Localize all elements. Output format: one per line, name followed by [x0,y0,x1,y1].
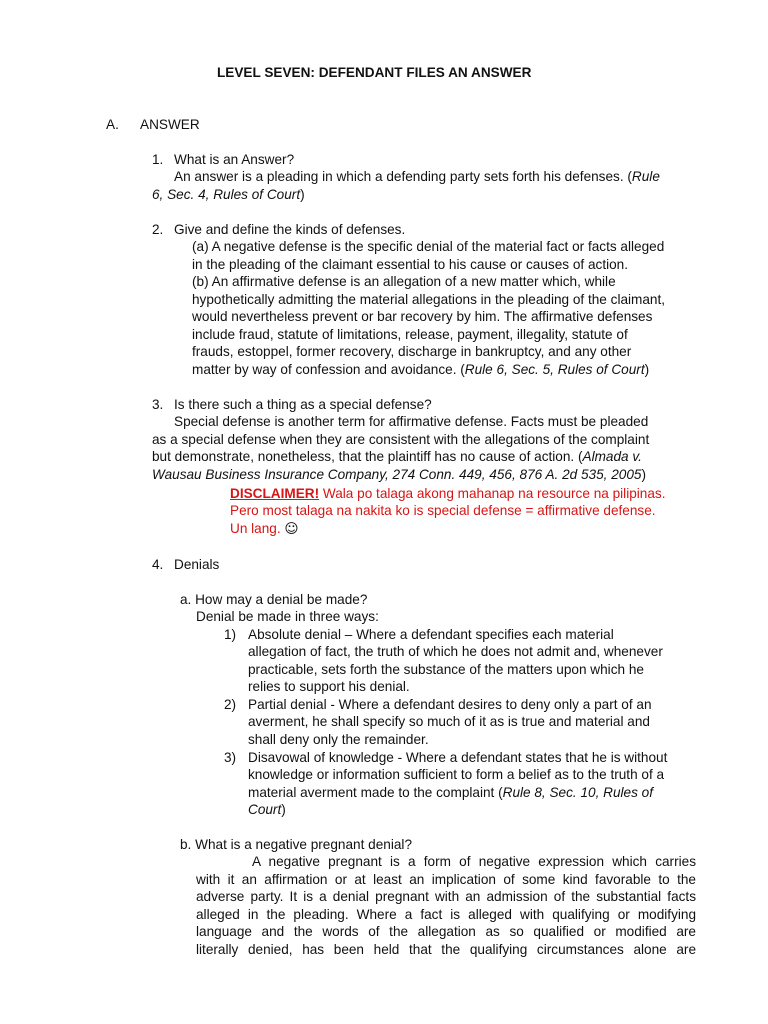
denial-1-line-4: relies to support his denial. [248,679,410,694]
q4-heading: Denials [174,557,220,572]
q4a-question: a. How may a denial be made? [180,592,368,607]
q2-a-line-1: (a) A negative defense is the specific denial of the material fact or facts alleged [192,239,665,254]
q2-b-line-3: would nevertheless prevent or bar recovery by him. The affirmative defenses [192,309,653,324]
q4b-para-line-6: literally denied, has been held that the qualifying circumstances alone are [196,942,696,957]
denial-2-number: 2) [224,697,237,712]
page-title: LEVEL SEVEN: DEFENDANT FILES AN ANSWER [217,65,532,80]
q4b-para-line-1: A negative pregnant is a form of negative expression which carries [252,854,696,869]
q4b-para-line-4: alleged in the pleading. Where a fact is alleged with qualifying or modifying [196,907,696,922]
q2-b-line-4: include fraud, statute of limitations, release, payment, illegality, statute of [192,327,628,342]
smiley-icon: ☺ [284,521,299,537]
section-letter: A. [106,117,119,132]
q1-answer-line-1: An answer is a pleading in which a defending party sets forth his defenses. (Rule [174,169,660,184]
denial-2-line-3: shall deny only the remainder. [248,732,429,747]
section-heading: ANSWER [140,117,200,132]
disclaimer-line-1: DISCLAIMER! Wala po talaga akong mahanap na resource na pilipinas. [230,486,666,501]
q4b-para-line-5: language and the words of the allegation as so qualified or modified are [196,924,696,939]
denial-1-line-3: practicable, sets forth the substance of the matters upon which he [248,662,644,677]
q1-answer-line-2: 6, Sec. 4, Rules of Court) [152,187,305,202]
q2-b-line-6: matter by way of confession and avoidance. (Rule 6, Sec. 5, Rules of Court) [192,362,650,377]
q4-number: 4. [152,557,164,572]
q2-a-line-2: in the pleading of the claimant essential to his cause or causes of action. [192,257,629,272]
disclaimer-line-3: Un lang. ☺ [230,521,299,537]
denial-1-line-1: Absolute denial – Where a defendant specifies each material [248,627,614,642]
q2-b-line-2: hypothetically admitting the material allegations in the pleading of the claimant, [192,292,666,307]
q3-answer-line-2: as a special defense when they are consistent with the allegations of the complaint [152,432,650,447]
q3-answer-line-3: but demonstrate, nonetheless, that the plaintiff has no cause of action. (Almada v. [152,449,642,464]
q3-question: Is there such a thing as a special defense? [174,397,432,412]
denial-3-line-3: material averment made to the complaint (Rule 8, Sec. 10, Rules of [248,785,653,800]
q4b-para-line-3: adverse party. It is a denial pregnant with an admission of the substantial facts [196,889,696,904]
disclaimer-line-2: Pero most talaga na nakita ko is special defense = affirmative defense. [230,503,656,518]
denial-2-line-2: averment, he shall specify so much of it as is true and material and [248,714,650,729]
q2-b-line-5: frauds, estoppel, former recovery, discharge in bankruptcy, and any other [192,344,632,359]
q4b-question: b. What is a negative pregnant denial? [180,837,413,852]
q2-question: Give and define the kinds of defenses. [174,222,406,237]
denial-3-line-2: knowledge or information sufficient to form a belief as to the truth of a [248,767,665,782]
denial-3-number: 3) [224,750,237,765]
denial-3-line-1: Disavowal of knowledge - Where a defendant states that he is without [248,750,668,765]
q2-b-line-1: (b) An affirmative defense is an allegation of a new matter which, while [192,274,616,289]
q1-question: What is an Answer? [174,152,295,167]
q4a-intro: Denial be made in three ways: [196,609,379,624]
q3-number: 3. [152,397,164,412]
q2-number: 2. [152,222,164,237]
q3-answer-line-4: Wausau Business Insurance Company, 274 Conn. 449, 456, 876 A. 2d 535, 2005) [152,467,646,482]
denial-3-line-4: Court) [248,802,286,817]
denial-1-line-2: allegation of fact, the truth of which he does not admit and, whenever [248,644,663,659]
disclaimer-label: DISCLAIMER! [230,486,320,501]
q3-answer-line-1: Special defense is another term for affirmative defense. Facts must be pleaded [174,414,649,429]
denial-2-line-1: Partial denial - Where a defendant desires to deny only a part of an [248,697,652,712]
denial-1-number: 1) [224,627,237,642]
q4b-para-line-2: with it an affirmation or at least an implication of some kind favorable to the [196,872,696,887]
q1-number: 1. [152,152,164,167]
